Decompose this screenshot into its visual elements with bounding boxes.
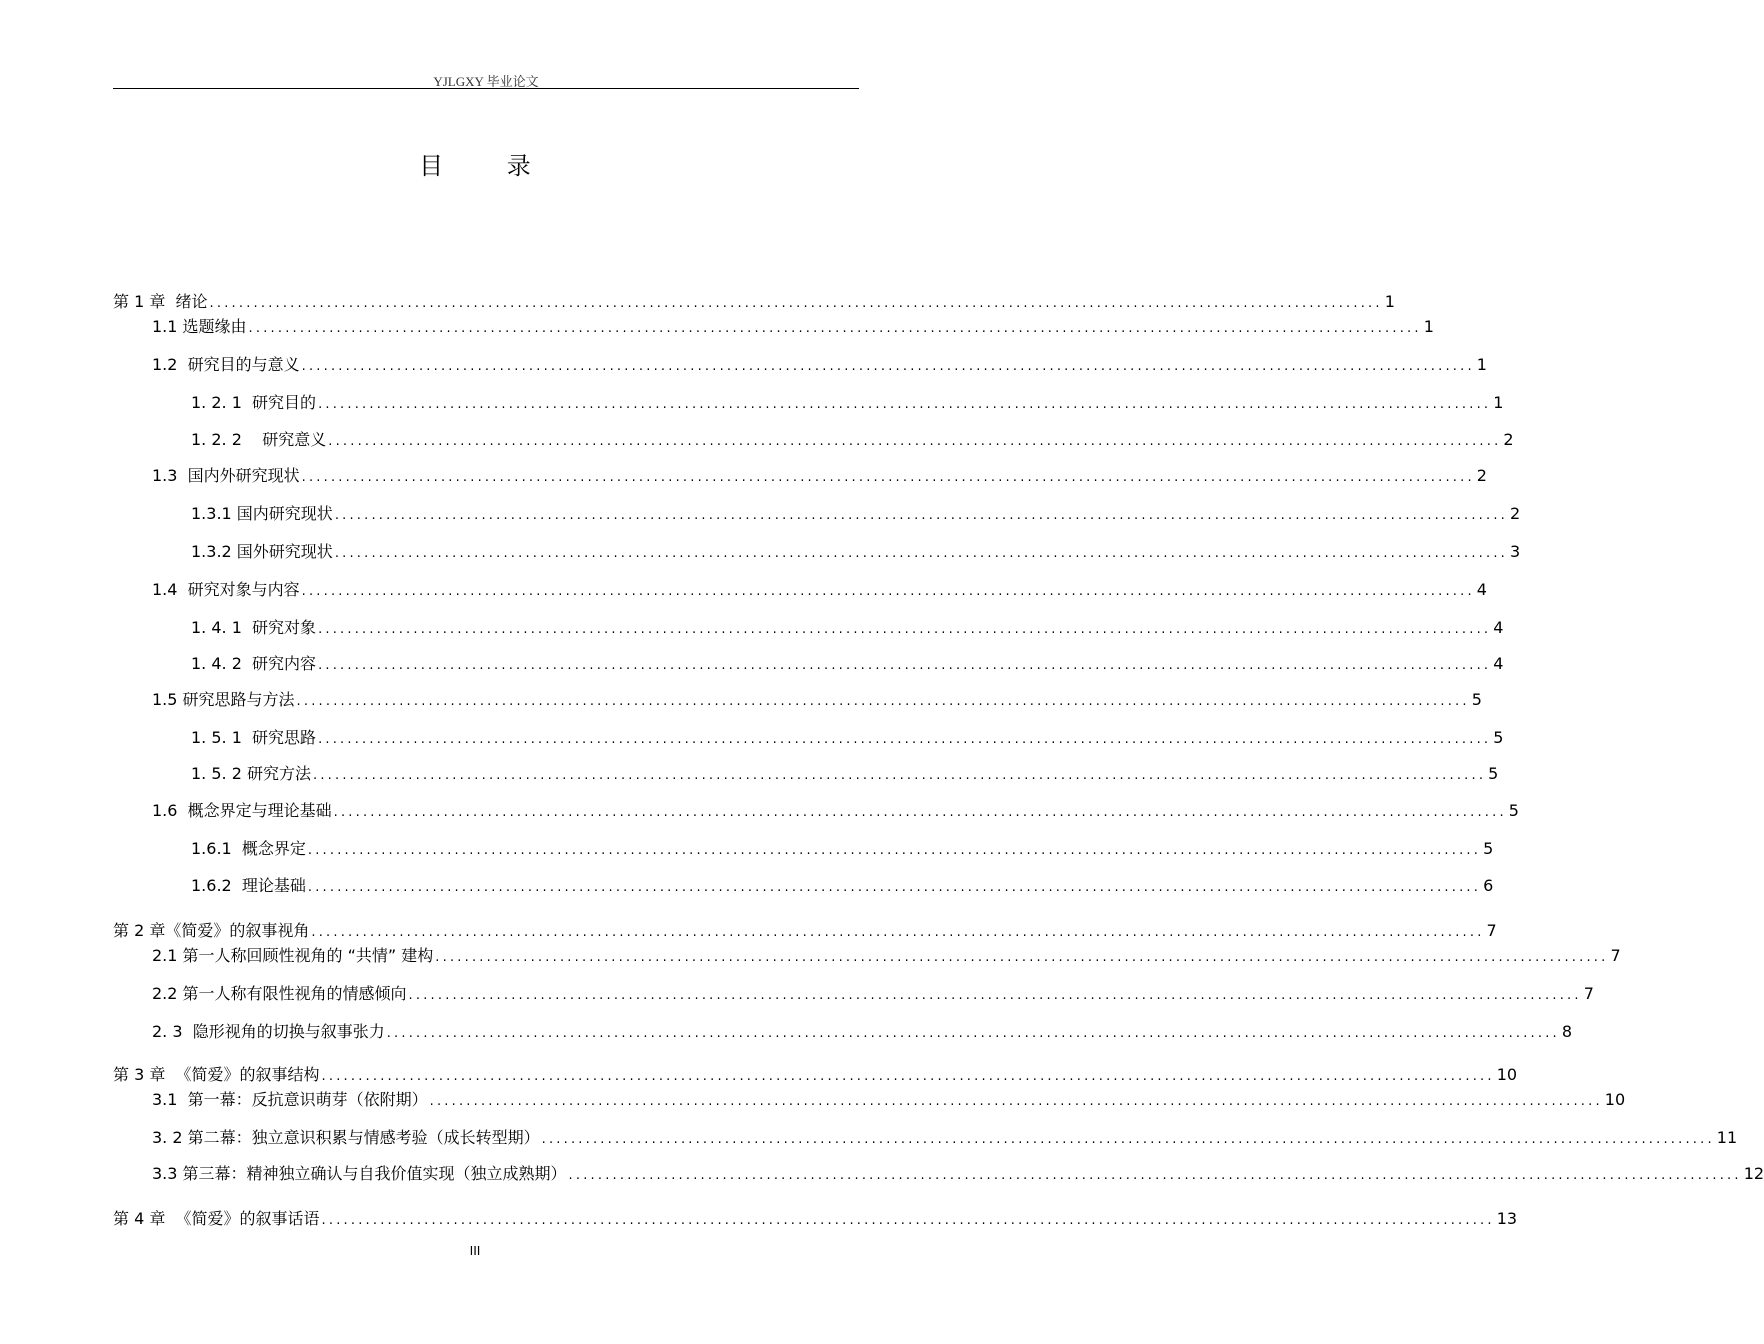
toc-entry-label: 1.6.1 概念界定 <box>191 839 306 858</box>
dot-leader: ................................................................................................................................................................ <box>321 1069 1495 1084</box>
toc-entry-page: 5 <box>1488 764 1499 783</box>
toc-entry[interactable] <box>113 1089 1626 1111</box>
toc-entry-page: 7 <box>1486 921 1497 940</box>
dot-leader: ................................................................................................................................................................ <box>318 397 1492 412</box>
toc-entry-page: 12 <box>1743 1164 1764 1183</box>
toc-entry[interactable] <box>113 763 1499 785</box>
toc-entry-page: 2 <box>1503 430 1514 449</box>
toc-entry-label: 1.6 概念界定与理论基础 <box>152 801 332 820</box>
toc-entry[interactable] <box>113 983 1594 1005</box>
toc-entry[interactable] <box>113 653 1504 675</box>
dot-leader: ................................................................................................................................................................ <box>541 1132 1715 1147</box>
dot-leader: ................................................................................................................................................................ <box>301 359 1475 374</box>
toc-entry-page: 2 <box>1476 466 1487 485</box>
dot-leader: ................................................................................................................................................................ <box>318 622 1492 637</box>
toc-entry[interactable] <box>113 503 1521 525</box>
dot-leader: ................................................................................................................................................................ <box>307 880 1482 895</box>
toc-entry-page: 7 <box>1583 984 1594 1003</box>
toc-entry[interactable] <box>113 1127 1738 1149</box>
running-header: YJLGXY 毕业论文 <box>433 74 539 89</box>
toc-entry[interactable] <box>113 291 1395 313</box>
toc-entry[interactable] <box>113 354 1487 376</box>
toc-entry-page: 5 <box>1483 839 1494 858</box>
toc-entry-label: 第 1 章 绪论 <box>113 292 208 311</box>
toc-entry[interactable] <box>113 800 1519 822</box>
toc-entry-label: 1.3 国内外研究现状 <box>152 466 300 485</box>
dot-leader: ................................................................................................................................................................ <box>429 1094 1603 1109</box>
toc-entry-label: 1. 5. 1 研究思路 <box>191 728 317 747</box>
toc-entry-page: 1 <box>1423 317 1434 336</box>
toc-entry[interactable] <box>113 316 1434 338</box>
dot-leader: ................................................................................................................................................................ <box>321 1213 1495 1228</box>
header-rule <box>113 88 859 89</box>
toc-entry-label: 1.4 研究对象与内容 <box>152 580 300 599</box>
toc-entry-page: 13 <box>1496 1209 1518 1228</box>
dot-leader: ................................................................................................................................................................ <box>333 805 1507 820</box>
toc-entry-label: 3.1 第一幕：反抗意识萌芽（依附期） <box>152 1090 428 1109</box>
toc-entry-label: 2.1 第一人称回顾性视角的 “共情” 建构 <box>152 946 434 965</box>
toc-entry[interactable] <box>113 617 1504 639</box>
toc-entry-page: 5 <box>1493 728 1504 747</box>
toc-entry[interactable] <box>113 579 1487 601</box>
dot-leader: ................................................................................................................................................................ <box>568 1168 1742 1183</box>
toc-entry[interactable] <box>113 945 1621 967</box>
toc-entry[interactable] <box>113 838 1494 860</box>
toc-entry-page: 10 <box>1604 1090 1626 1109</box>
toc-entry-label: 第 2 章《简爱》的叙事视角 <box>113 921 310 940</box>
dot-leader: ................................................................................................................................................................ <box>311 925 1485 940</box>
toc-entry-page: 1 <box>1476 355 1487 374</box>
dot-leader: ................................................................................................................................................................ <box>318 732 1492 747</box>
toc-entry-label: 第 3 章 《简爱》的叙事结构 <box>113 1065 320 1084</box>
toc-entry-label: 1. 2. 2 研究意义 <box>191 430 327 449</box>
toc-entry-label: 1.3.1 国内研究现状 <box>191 504 333 523</box>
toc-entry-page: 2 <box>1509 504 1521 523</box>
toc-entry-label: 第 4 章 《简爱》的叙事话语 <box>113 1209 320 1228</box>
toc-entry-page: 8 <box>1561 1022 1573 1041</box>
dot-leader: ................................................................................................................................................................ <box>435 950 1609 965</box>
dot-leader: ................................................................................................................................................................ <box>386 1026 1560 1041</box>
toc-entry-label: 1.5 研究思路与方法 <box>152 690 295 709</box>
toc-entry[interactable] <box>113 1021 1573 1043</box>
toc-entry[interactable] <box>113 727 1504 749</box>
toc-entry[interactable] <box>113 920 1497 942</box>
toc-entry-page: 1 <box>1493 393 1504 412</box>
toc-entry-page: 10 <box>1496 1065 1518 1084</box>
toc-entry-page: 4 <box>1493 654 1504 673</box>
dot-leader: ................................................................................................................................................................ <box>307 843 1482 858</box>
toc-entry-page: 4 <box>1493 618 1504 637</box>
toc-entry-label: 3. 2 第二幕：独立意识积累与情感考验（成长转型期） <box>152 1128 540 1147</box>
toc-entry-page: 5 <box>1471 690 1482 709</box>
toc-entry-label: 2. 3 隐形视角的切换与叙事张力 <box>152 1022 385 1041</box>
toc-entry-label: 1.3.2 国外研究现状 <box>191 542 333 561</box>
page-number: III <box>469 1243 481 1258</box>
toc-entry-label: 1.6.2 理论基础 <box>191 876 306 895</box>
toc-entry[interactable] <box>113 541 1521 563</box>
toc-entry-page: 7 <box>1610 946 1621 965</box>
dot-leader: ................................................................................................................................................................ <box>408 988 1582 1003</box>
toc-entry-label: 1.2 研究目的与意义 <box>152 355 300 374</box>
toc-entry[interactable] <box>113 1208 1518 1230</box>
toc-entry-label: 3.3 第三幕：精神独立确认与自我价值实现（独立成熟期） <box>152 1164 567 1183</box>
toc-entry-page: 11 <box>1716 1128 1738 1147</box>
toc-entry[interactable] <box>113 875 1494 897</box>
dot-leader: ................................................................................................................................................................ <box>318 658 1492 673</box>
toc-entry[interactable] <box>113 429 1514 451</box>
dot-leader: ................................................................................................................................................................ <box>328 434 1502 449</box>
toc-entry[interactable] <box>113 392 1504 414</box>
toc-entry-page: 4 <box>1476 580 1487 599</box>
toc-entry-page: 5 <box>1508 801 1519 820</box>
dot-leader: ................................................................................................................................................................ <box>248 321 1422 336</box>
toc-entry[interactable] <box>113 1064 1518 1086</box>
toc-entry-page: 1 <box>1384 292 1395 311</box>
toc-entry-label: 1. 4. 1 研究对象 <box>191 618 317 637</box>
toc-entry-label: 1. 5. 2 研究方法 <box>191 764 311 783</box>
toc-entry[interactable] <box>113 1163 1764 1185</box>
dot-leader: ................................................................................................................................................................ <box>209 296 1383 311</box>
toc-entry[interactable] <box>113 689 1482 711</box>
dot-leader: ................................................................................................................................................................ <box>334 546 1508 561</box>
toc-entry-label: 1.1 选题缘由 <box>152 317 247 336</box>
dot-leader: ................................................................................................................................................................ <box>334 508 1508 523</box>
toc-entry[interactable] <box>113 465 1487 487</box>
toc-entry-page: 3 <box>1509 542 1521 561</box>
dot-leader: ................................................................................................................................................................ <box>312 768 1487 783</box>
toc-entry-label: 1. 2. 1 研究目的 <box>191 393 317 412</box>
dot-leader: ................................................................................................................................................................ <box>296 694 1470 709</box>
toc-entry-label: 2.2 第一人称有限性视角的情感倾向 <box>152 984 407 1003</box>
dot-leader: ................................................................................................................................................................ <box>301 584 1475 599</box>
dot-leader: ................................................................................................................................................................ <box>301 470 1475 485</box>
toc-entry-label: 1. 4. 2 研究内容 <box>191 654 317 673</box>
toc-entry-page: 6 <box>1483 876 1494 895</box>
page-title: 目 录 <box>419 152 559 180</box>
